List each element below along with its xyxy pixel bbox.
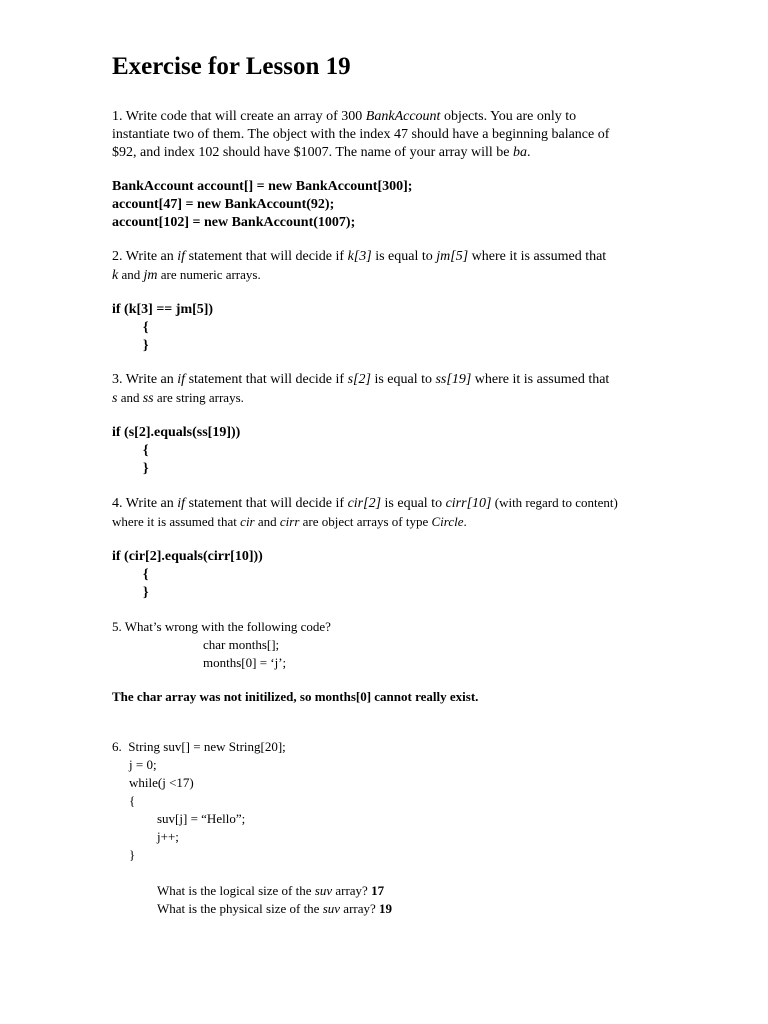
question-1-text-part: $92, and index 102 should have $1007. The name of your array will be — [112, 145, 513, 160]
question-4-italic-term: cirr — [279, 514, 300, 529]
question-4-italic-term: cir[2] — [347, 496, 382, 511]
question-4-text-part: (with regard to content) — [491, 495, 618, 510]
question-2-text-part: are numeric arrays. — [157, 267, 261, 282]
question-2-italic-term: if — [177, 249, 186, 264]
code-line: j++; — [157, 829, 179, 844]
question-6-physical-size — [112, 900, 672, 918]
question-3 — [112, 371, 672, 478]
question-4-text-part: and — [254, 514, 280, 529]
question-4-text-part: is equal to — [381, 496, 446, 511]
question-3-text-part: is equal to — [370, 372, 436, 387]
code-line: suv[j] = “Hello”; — [157, 811, 246, 826]
question-4-text-part: 4. Write an — [112, 496, 178, 511]
question-3-italic-term: ss — [142, 391, 154, 406]
answer-code-line: account[47] = new BankAccount(92); — [112, 197, 335, 212]
document-page — [112, 52, 672, 918]
answer-code-line: { — [143, 320, 149, 335]
question-6-text-part: What is the logical size of the — [157, 883, 315, 898]
question-3-italic-term: if — [177, 372, 186, 387]
answer-code-line: if (s[2].equals(ss[19])) — [112, 425, 241, 440]
question-1-text-part: objects. You are only to — [440, 109, 577, 124]
question-3-italic-term: s[2] — [347, 372, 371, 387]
question-1-italic-term: BankAccount — [365, 109, 441, 124]
question-2-text-part: where it is assumed that — [468, 249, 607, 264]
question-1-italic-term: ba — [512, 145, 527, 160]
question-1-text-part: 1. Write code that will create an array of 300 — [112, 109, 366, 124]
logical-size-answer: 17 — [371, 883, 385, 898]
question-4-italic-term: cirr[10] — [445, 496, 492, 511]
question-1 — [112, 108, 672, 232]
answer-code-line: { — [143, 443, 149, 458]
question-3-text-part: 3. Write an — [112, 372, 178, 387]
question-1-text-part: instantiate two of them. The object with the index 47 should have a beginning balance of — [112, 127, 610, 142]
question-6-logical-size — [112, 882, 672, 900]
answer-code-line: BankAccount account[] = new BankAccount[300]; — [112, 179, 413, 194]
question-2 — [112, 248, 672, 355]
question-4-text-part: . — [463, 514, 467, 529]
question-6-italic-term: suv — [314, 883, 333, 898]
question-3-text-part: where it is assumed that — [471, 372, 610, 387]
question-3-italic-term: s — [112, 391, 118, 406]
code-line: months[0] = ‘j’; — [203, 655, 287, 670]
question-2-italic-term: jm[5] — [436, 249, 469, 264]
question-4-italic-term: Circle — [431, 514, 464, 529]
question-2-text-part: is equal to — [371, 249, 437, 264]
question-5-code — [112, 636, 672, 672]
answer-4 — [112, 548, 672, 602]
question-3-text-part: and — [117, 390, 143, 405]
question-2-text — [112, 248, 672, 285]
question-4-text-part: where it is assumed that — [112, 514, 241, 529]
answer-code-line: account[102] = new BankAccount(1007); — [112, 215, 356, 230]
question-1-text-part: . — [526, 145, 531, 160]
question-1-text — [112, 108, 672, 162]
code-line: j = 0; — [129, 757, 157, 772]
question-2-italic-term: jm — [143, 268, 158, 283]
question-6-text-part: What is the physical size of the — [157, 901, 323, 916]
question-3-text-part: statement that will decide if — [185, 372, 348, 387]
code-line: { — [129, 793, 136, 808]
code-line: while(j <17) — [129, 775, 194, 790]
question-2-text-part: and — [118, 267, 144, 282]
question-2-italic-term: k[3] — [347, 249, 372, 264]
question-2-text-part: statement that will decide if — [185, 249, 348, 264]
physical-size-answer: 19 — [379, 901, 393, 916]
question-4-text-part: statement that will decide if — [185, 496, 348, 511]
question-4-text-part: are object arrays of type — [299, 514, 432, 529]
question-5-text: 5. What’s wrong with the following code? — [112, 619, 331, 634]
question-4-italic-term: if — [177, 496, 186, 511]
question-6-italic-term: suv — [322, 901, 341, 916]
question-4-italic-term: cir — [240, 514, 255, 529]
answer-2 — [112, 301, 672, 355]
question-6-text-part: array? — [332, 883, 372, 898]
answer-1 — [112, 178, 672, 232]
question-3-text-part: are string arrays. — [153, 390, 244, 405]
question-2-text-part: 2. Write an — [112, 249, 178, 264]
question-6 — [112, 738, 672, 918]
question-6-text-part: array? — [340, 901, 380, 916]
answer-3 — [112, 424, 672, 478]
question-3-italic-term: ss[19] — [435, 372, 472, 387]
answer-code-line: } — [143, 338, 149, 353]
page-title: Exercise for Lesson 19 — [112, 53, 351, 80]
question-6-code — [112, 738, 672, 864]
code-line: char months[]; — [203, 637, 280, 652]
question-2-italic-term: k — [112, 268, 119, 283]
question-5 — [112, 618, 672, 706]
question-3-text — [112, 371, 672, 408]
question-4 — [112, 494, 672, 602]
answer-code-line: if (cir[2].equals(cirr[10])) — [112, 549, 263, 564]
question-4-text — [112, 494, 672, 532]
answer-code-line: } — [143, 585, 149, 600]
answer-code-line: } — [143, 461, 149, 476]
code-line: 6. String suv[] = new String[20]; — [112, 739, 286, 754]
answer-5: The char array was not initilized, so months[0] cannot really exist. — [112, 689, 479, 704]
answer-code-line: if (k[3] == jm[5]) — [112, 302, 214, 317]
answer-code-line: { — [143, 567, 149, 582]
code-line: } — [129, 847, 136, 862]
